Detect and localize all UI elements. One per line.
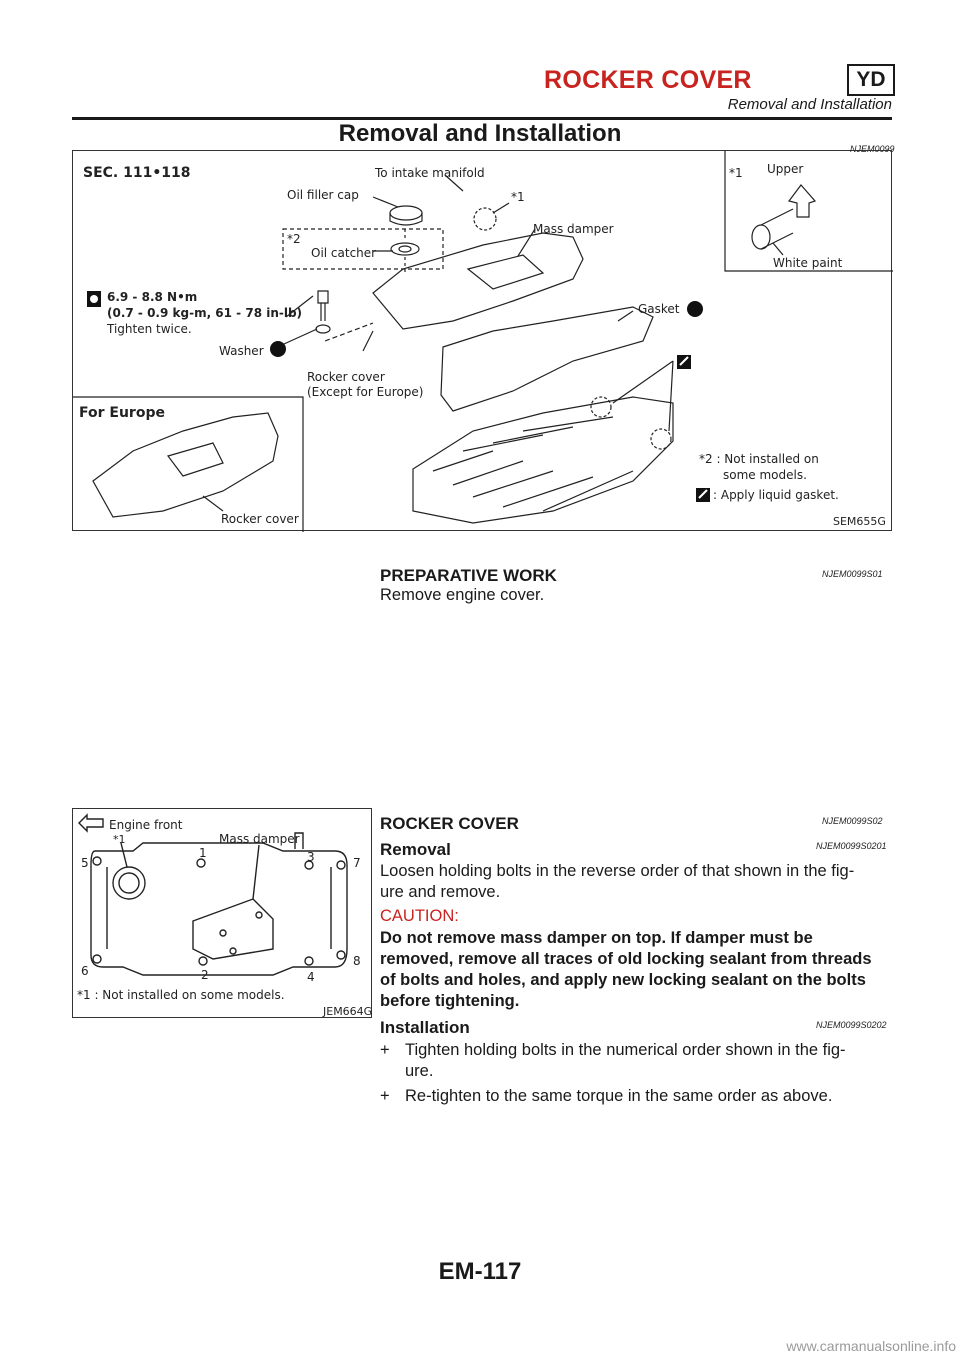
- bolt-number-3: 3: [307, 850, 315, 864]
- label-mass-damper: Mass damper: [533, 222, 614, 236]
- bolt-number-6: 6: [81, 964, 89, 978]
- bullet-mark-1: +: [380, 1041, 390, 1059]
- torque-wrench-icon: [87, 291, 101, 307]
- torque-note: Tighten twice.: [107, 322, 192, 336]
- label-star1-fig2: *1: [113, 833, 126, 846]
- bullet-mark-2: +: [380, 1087, 390, 1105]
- caution-line-1: Do not remove mass damper on top. If damper must be: [380, 929, 813, 947]
- prep-code: NJEM0099S01: [822, 569, 883, 579]
- label-washer: Washer: [219, 344, 264, 358]
- installation-code: NJEM0099S0202: [816, 1020, 887, 1030]
- inset-star1: *1: [729, 166, 743, 180]
- label-gasket: Gasket: [638, 302, 680, 316]
- header-subtitle: Removal and Installation: [727, 96, 892, 113]
- figure-bolt-order: [72, 808, 372, 1018]
- page-number: EM-117: [438, 1258, 522, 1285]
- label-star2: *2: [287, 232, 301, 246]
- bolt-number-8: 8: [353, 954, 361, 968]
- bolt-number-1: 1: [199, 846, 207, 860]
- bolt-number-5: 5: [81, 856, 89, 870]
- figure2-code: JEM664G: [323, 1005, 373, 1018]
- section-title: Removal and Installation: [338, 120, 622, 147]
- removal-text-line2: ure and remove.: [380, 883, 501, 901]
- liquid-gasket-icon: [677, 355, 710, 502]
- label-intake-manifold: To intake manifold: [375, 166, 485, 180]
- removal-title: Removal: [380, 840, 451, 859]
- note-liquid-gasket: : Apply liquid gasket.: [713, 488, 839, 502]
- prep-title: PREPARATIVE WORK: [380, 566, 557, 585]
- removal-text-line1: Loosen holding bolts in the reverse order of that shown in the fig-: [380, 862, 855, 880]
- label-upper: Upper: [767, 162, 804, 176]
- label-for-europe: For Europe: [79, 405, 165, 421]
- figure-rocker-cover-exploded: [72, 150, 892, 531]
- bolt-number-7: 7: [353, 856, 361, 870]
- note-star2: *2 : Not installed on: [699, 452, 819, 466]
- torque-value: 6.9 - 8.8 N•m: [107, 290, 198, 304]
- rocker-title: ROCKER COVER: [380, 814, 519, 833]
- label-rocker-cover: Rocker cover: [307, 370, 385, 384]
- caution-label: CAUTION:: [380, 907, 459, 925]
- bolt-number-4: 4: [307, 970, 315, 984]
- sec-label: SEC. 111•118: [83, 165, 191, 181]
- label-white-paint: White paint: [773, 256, 843, 270]
- label-oil-filler-cap: Oil filler cap: [287, 188, 359, 202]
- engine-code-badge: YD: [847, 64, 895, 96]
- install-step-1-line2: ure.: [405, 1062, 434, 1080]
- figure2-note: *1 : Not installed on some models.: [77, 988, 285, 1002]
- bolt-number-2: 2: [201, 968, 209, 982]
- caution-line-3: of bolts and holes, and apply new locking sealant on the bolts: [380, 971, 866, 989]
- label-europe-rocker-cover: Rocker cover: [221, 512, 299, 526]
- torque-value-alt: (0.7 - 0.9 kg-m, 61 - 78 in-lb): [107, 306, 303, 320]
- site-watermark: www.carmanualsonline.info: [786, 1338, 956, 1354]
- rocker-code: NJEM0099S02: [822, 816, 883, 826]
- install-step-1-line1: Tighten holding bolts in the numerical order shown in the fig-: [405, 1041, 846, 1059]
- label-star1: *1: [511, 190, 525, 204]
- engine-front-arrow-icon: [79, 815, 103, 831]
- installation-title: Installation: [380, 1018, 470, 1037]
- note-star2-cont: some models.: [723, 468, 807, 482]
- caution-line-2: removed, remove all traces of old locking sealant from threads: [380, 950, 872, 968]
- figure1-code: SEM655G: [833, 515, 886, 528]
- install-step-2: Re-tighten to the same torque in the same order as above.: [405, 1087, 833, 1105]
- prep-text: Remove engine cover.: [380, 586, 545, 604]
- header-title: ROCKER COVER: [544, 66, 752, 94]
- label-mass-damper-fig2: Mass damper: [219, 832, 300, 846]
- section-code: NJEM0099: [850, 144, 895, 154]
- label-oil-catcher: Oil catcher: [311, 246, 377, 260]
- label-except-europe: (Except for Europe): [307, 385, 424, 399]
- removal-code: NJEM0099S0201: [816, 841, 887, 851]
- caution-line-4: before tightening.: [380, 992, 520, 1010]
- label-engine-front: Engine front: [109, 818, 183, 832]
